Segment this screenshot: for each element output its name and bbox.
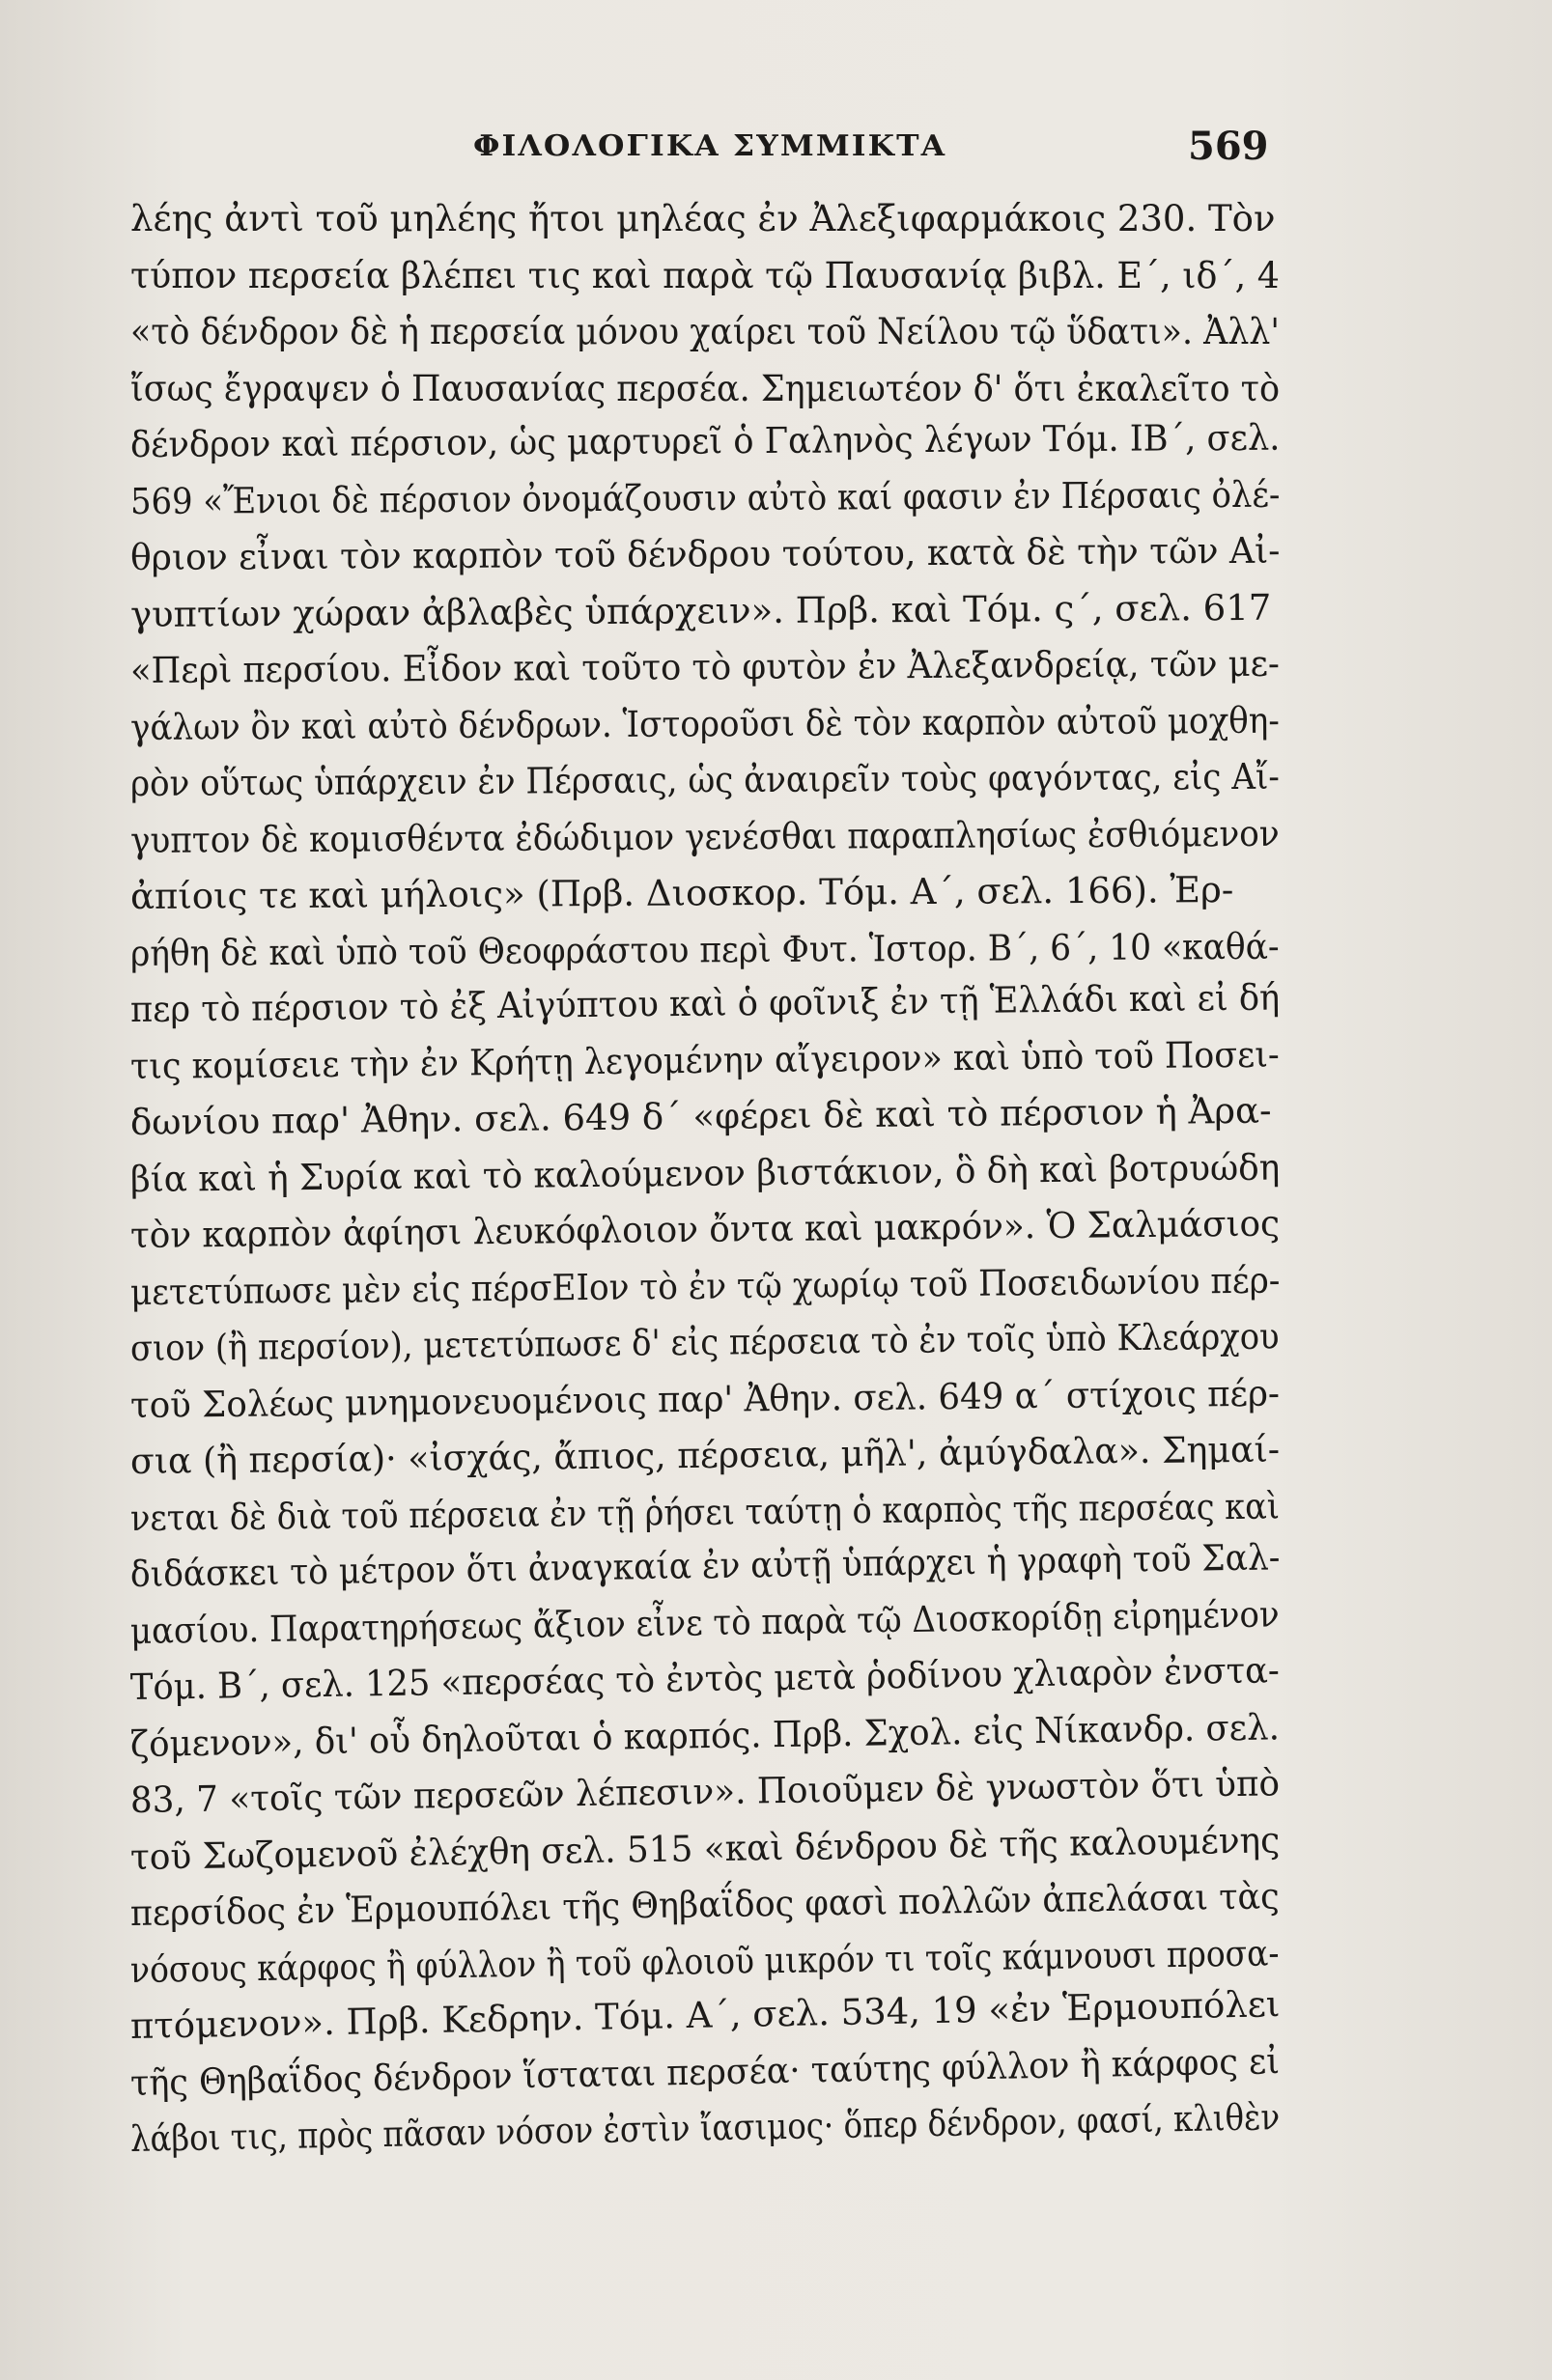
text-line: τοῦ Σολέως μνημονευομένοις παρ' Ἀθην. σελ. 649 α΄ στίχοις πέρ- — [129, 1372, 1281, 1426]
text-line: ρὸν οὕτως ὑπάρχειν ἐν Πέρσαις, ὡς ἀναιρεῖν τοὺς φαγόντας, εἰς Αἴ- — [129, 755, 1280, 804]
text-line: λάβοι τις, πρὸς πᾶσαν νόσον ἐστὶν ἴασιμος· ὅπερ δένδρον, φασί, κλιθὲν — [129, 2096, 1281, 2160]
text-line: ζόμενον», δι' οὗ δηλοῦται ὁ καρπός. Πρβ. Σχολ. εἰς Νίκανδρ. σελ. — [129, 1705, 1281, 1765]
text-line: δωνίου παρ' Ἀθην. σελ. 649 δ΄ «φέρει δὲ καὶ τὸ πέρσιον ἡ Ἀρα- — [129, 1089, 1272, 1143]
body-text — [130, 191, 1280, 2169]
text-line: λέης ἀντὶ τοῦ μηλέης ἤτοι μηλέας ἐν Ἀλεξιφαρμάκοις 230. Τὸν — [130, 198, 1276, 239]
text-line: 569 «Ἔνιοι δὲ πέρσιον ὀνομάζουσιν αὐτὸ καί φασιν ἐν Πέρσαις ὀλέ- — [129, 473, 1281, 522]
text-line: τοῦ Σωζομενοῦ ἐλέχθη σελ. 515 «καὶ δένδρου δὲ τῆς καλουμένης — [129, 1818, 1281, 1878]
text-line: 83, 7 «τοῖς τῶν περσεῶν λέπεσιν». Ποιοῦμεν δὲ γνωστὸν ὅτι ὑπὸ — [129, 1762, 1281, 1821]
text-line: μασίου. Παρατηρήσεως ἄξιον εἶνε τὸ παρὰ τῷ Διοσκορίδῃ εἰρημένον — [129, 1592, 1280, 1652]
text-line: δένδρον καὶ πέρσιον, ὡς μαρτυρεῖ ὁ Γαληνὸς λέγων Τόμ. ΙΒ΄, σελ. — [129, 416, 1281, 465]
text-line: τὸν καρπὸν ἀφίησι λευκόφλοιον ὄντα καὶ μακρόν». Ὁ Σαλμάσιος — [129, 1202, 1281, 1256]
text-line: θριον εἶναι τὸν καρπὸν τοῦ δένδρου τούτου, κατὰ δὲ τὴν τῶν Αἰ- — [129, 529, 1281, 578]
text-line: νόσους κάρφος ἢ φύλλον ἢ τοῦ φλοιοῦ μικρόν τι τοῖς κάμνουσι προσα- — [129, 1931, 1280, 1991]
text-line: «τὸ δένδρον δὲ ἡ περσεία μόνου χαίρει τοῦ Νείλου τῷ ὕδατι». Ἀλλ' — [130, 311, 1280, 352]
text-line: τῆς Θηβαΐδος δένδρον ἵσταται περσέα· ταύτης φύλλον ἢ κάρφος εἰ — [129, 2039, 1281, 2104]
text-line: ρήθη δὲ καὶ ὑπὸ τοῦ Θεοφράστου περὶ Φυτ. Ἱστορ. Β΄, 6΄, 10 «καθά- — [129, 925, 1280, 974]
text-line: τις κομίσειε τὴν ἐν Κρήτῃ λεγομένην αἴγειρον» καὶ ὑπὸ τοῦ Ποσει- — [129, 1033, 1280, 1087]
text-line: περ τὸ πέρσιον τὸ ἐξ Αἰγύπτου καὶ ὁ φοῖνιξ ἐν τῇ Ἑλλάδι καὶ εἰ δή — [129, 976, 1281, 1030]
text-line: σιον (ἢ περσίον), μετετύπωσε δ' εἰς πέρσεια τὸ ἐν τοῖς ὑπὸ Κλεάρχου — [129, 1315, 1280, 1369]
text-line: περσίδος ἐν Ἑρμουπόλει τῆς Θηβαΐδος φασὶ πολλῶν ἀπελάσαι τὰς — [129, 1875, 1280, 1934]
text-line: ἴσως ἔγραψεν ὁ Παυσανίας περσέα. Σημειωτέον δ' ὅτι ἐκαλεῖτο τὸ — [130, 367, 1281, 409]
text-line: γυπτίων χώραν ἀβλαβὲς ὑπάρχειν». Πρβ. καὶ Τόμ. ς΄, σελ. 617 — [129, 586, 1272, 635]
text-line: «Περὶ περσίου. Εἶδον καὶ τοῦτο τὸ φυτὸν ἐν Ἀλεξανδρείᾳ, τῶν με- — [129, 642, 1280, 691]
text-line: γυπτον δὲ κομισθέντα ἐδώδιμον γενέσθαι παραπλησίως ἐσθιόμενον — [129, 812, 1280, 861]
text-line: βία καὶ ἡ Συρία καὶ τὸ καλούμενον βιστάκιον, ὃ δὴ καὶ βοτρυώδη — [129, 1146, 1281, 1200]
text-line: ἀπίοις τε καὶ μήλοις» (Πρβ. Διοσκορ. Τόμ. Α΄, σελ. 166). Ἐρ- — [129, 869, 1234, 917]
text-line: τύπον περσεία βλέπει τις καὶ παρὰ τῷ Παυσανίᾳ βιβλ. Ε΄, ιδ΄, 4 — [130, 254, 1280, 296]
text-line: διδάσκει τὸ μέτρον ὅτι ἀναγκαία ἐν αὐτῇ ὑπάρχει ἡ γραφὴ τοῦ Σαλ- — [129, 1536, 1281, 1595]
running-head — [0, 124, 1552, 172]
text-line: μετετύπωσε μὲν εἰς πέρσΕΙον τὸ ἐν τῷ χωρίῳ τοῦ Ποσειδωνίου πέρ- — [129, 1259, 1281, 1313]
running-title: ΦΙΛΟΛΟΓΙΚΑ ΣΥΜΜΙΚΤΑ — [473, 129, 947, 163]
text-line: Τόμ. Β΄, σελ. 125 «περσέας τὸ ἐντὸς μετὰ ῥοδίνου χλιαρὸν ἐνστα- — [129, 1649, 1281, 1708]
page-number: 569 — [1188, 124, 1269, 169]
text-line: σια (ἢ περσία)· «ἰσχάς, ἄπιος, πέρσεια, μῆλ', ἀμύγδαλα». Σημαί- — [129, 1428, 1281, 1482]
text-line: πτόμενον». Πρβ. Κεδρην. Τόμ. Α΄, σελ. 534, 19 «ἐν Ἑρμουπόλει — [129, 1983, 1281, 2047]
text-line: γάλων ὂν καὶ αὐτὸ δένδρων. Ἱστοροῦσι δὲ τὸν καρπὸν αὐτοῦ μοχθη- — [129, 699, 1280, 748]
text-line: νεται δὲ διὰ τοῦ πέρσεια ἐν τῇ ῥήσει ταύτῃ ὁ καρπὸς τῆς περσέας καὶ — [129, 1485, 1281, 1539]
